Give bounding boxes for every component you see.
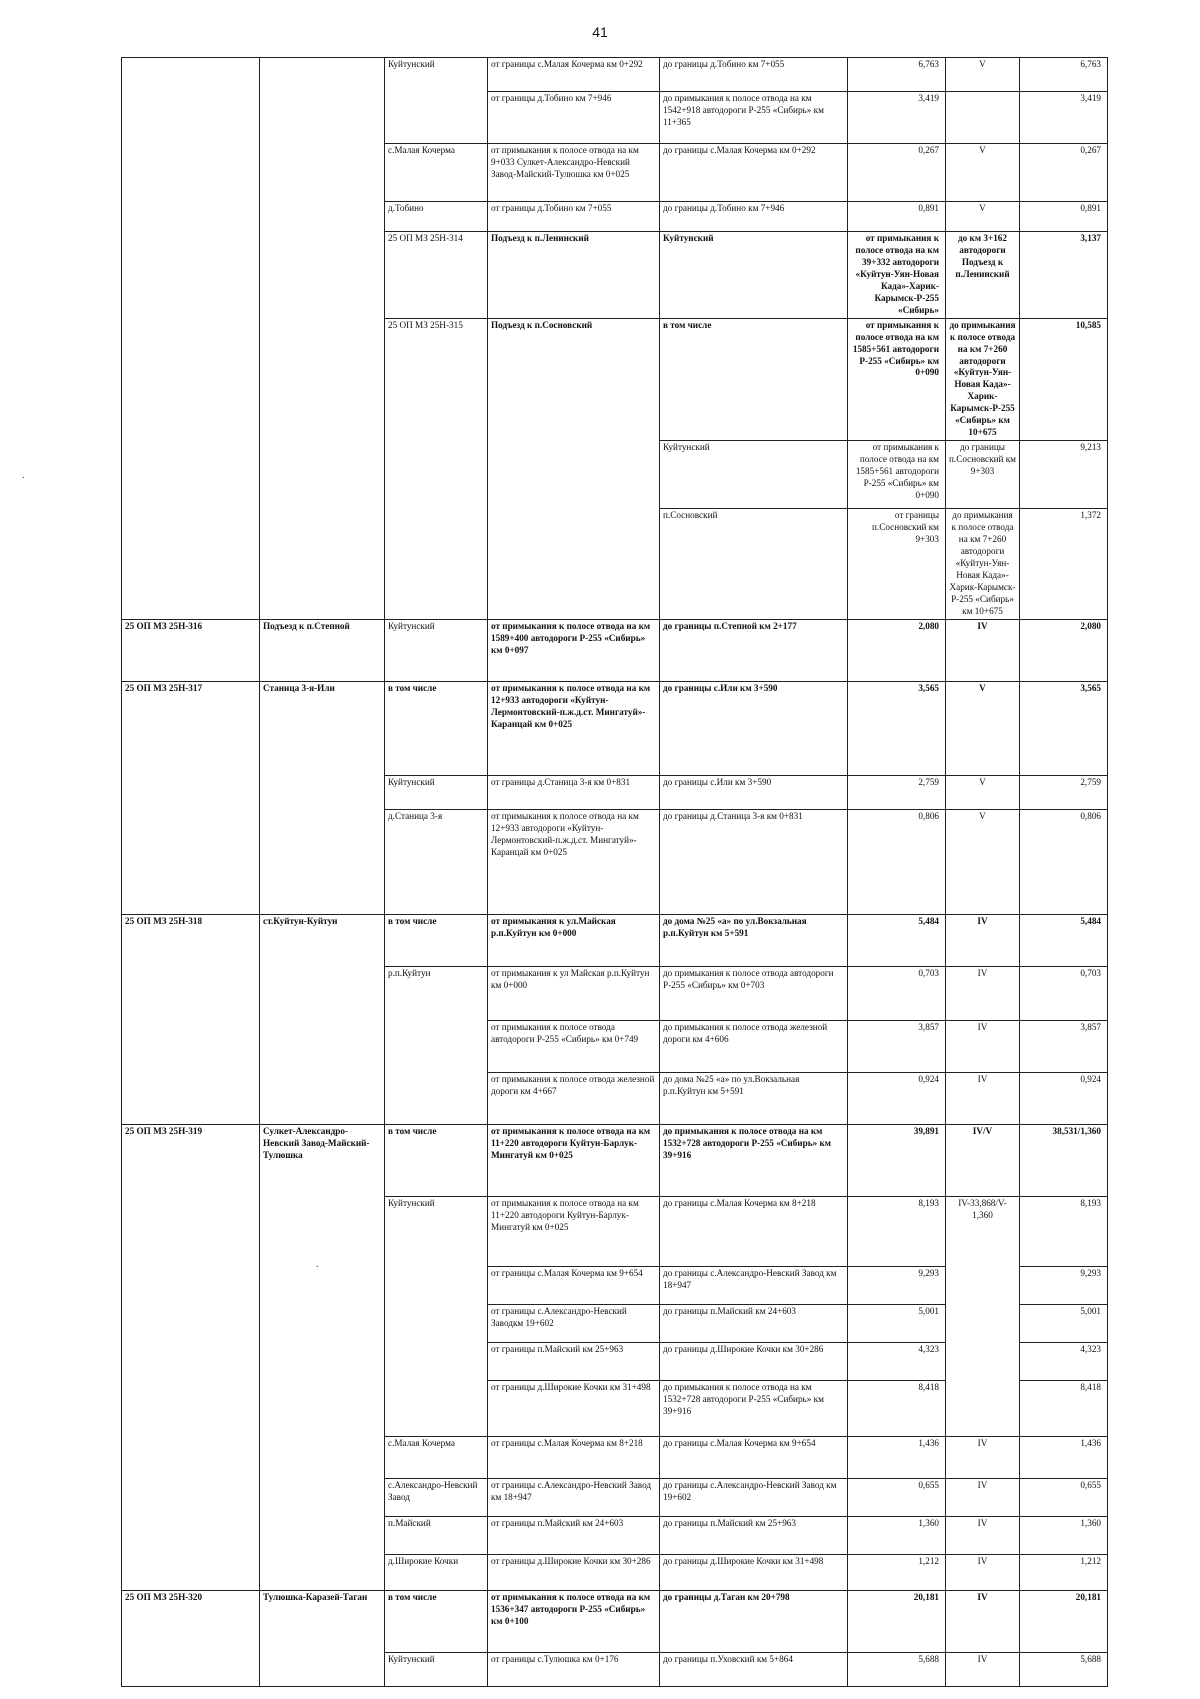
from-cell: от границы п.Майский км 24+603	[488, 1516, 660, 1554]
from-cell: от примыкания к полосе отвода железной дороги км 4+667	[488, 1072, 660, 1124]
to-cell: до границы д.Тобино км 7+055	[660, 58, 848, 92]
to-cell: до границы с.Малая Кочерма км 0+292	[660, 144, 848, 202]
length-cell: 6,763	[848, 58, 946, 92]
from-cell: от границы д.Широкие Кочки км 31+498	[488, 1380, 660, 1436]
category-cell: IV-33,868/V-1,360	[946, 1196, 1020, 1436]
category-cell: до км 3+162 автодороги Подъезд к п.Ленинский	[946, 232, 1020, 319]
length-cell: 0,655	[848, 1478, 946, 1516]
category-cell: до примыкания к полосе отвода на км 7+260 автодороги «Куйтун-Уян-Новая Када»-Харик-Карымск-Р-255 «Сибирь» км 10+675	[946, 509, 1020, 620]
from-cell: от границы д.Тобино км 7+946	[488, 92, 660, 144]
page-number: 41	[592, 24, 608, 40]
to-cell: до дома №25 «а» по ул.Вокзальная р.п.Куйтун км 5+591	[660, 914, 848, 966]
from-cell: от примыкания к полосе отвода на км 11+220 автодороги Куйтун-Барлук-Мингатуй км 0+025	[488, 1124, 660, 1196]
to-cell: до границы д.Таган км 20+798	[660, 1590, 848, 1652]
district-cell: Куйтунский	[385, 58, 488, 144]
surface-length-cell: 5,001	[1020, 1304, 1108, 1342]
category-cell: до границы п.Сосновский км 9+303	[946, 441, 1020, 509]
length-cell: 8,193	[848, 1196, 946, 1266]
district-cell: Куйтунский	[385, 1652, 488, 1686]
surface-length-cell: 0,806	[1020, 809, 1108, 914]
category-cell: до примыкания к полосе отвода на км 7+260 автодороги «Куйтун-Уян-Новая Када»-Харик-Карымск-Р-255 «Сибирь» км 10+675	[946, 318, 1020, 441]
surface-length-cell: 20,181	[1020, 1590, 1108, 1652]
stray-mark: .	[22, 470, 25, 481]
category-cell: IV	[946, 1436, 1020, 1478]
road-name-cell: ст.Куйтун-Куйтун	[260, 914, 385, 1124]
from-cell: от примыкания к ул Майская р.п.Куйтун км 0+000	[488, 966, 660, 1020]
to-cell: до границы д.Широкие Кочки км 31+498	[660, 1554, 848, 1590]
category-cell: IV	[946, 1072, 1020, 1124]
from-cell: Подъезд к п.Сосновский	[488, 318, 660, 619]
length-cell: от границы п.Сосновский км 9+303	[848, 509, 946, 620]
to-cell: до примыкания к полосе отвода железной дороги км 4+606	[660, 1020, 848, 1072]
district-cell: р.п.Куйтун	[385, 966, 488, 1124]
district-cell: п.Майский	[385, 1516, 488, 1554]
from-cell: от примыкания к полосе отвода на км 1589+400 автодороги Р-255 «Сибирь» км 0+097	[488, 619, 660, 681]
to-cell: до границы с.Малая Кочерма км 8+218	[660, 1196, 848, 1266]
length-cell: 3,565	[848, 681, 946, 775]
table-row	[122, 681, 1108, 775]
length-cell: 9,293	[848, 1266, 946, 1304]
surface-length-cell: 9,213	[1020, 441, 1108, 509]
to-cell: до примыкания к полосе отвода на км 1542+918 автодороги Р-255 «Сибирь» км 11+365	[660, 92, 848, 144]
category-cell: IV	[946, 1590, 1020, 1652]
category-cell: IV	[946, 1516, 1020, 1554]
length-cell: 2,080	[848, 619, 946, 681]
from-cell: от границы с.Тулюшка км 0+176	[488, 1652, 660, 1686]
to-cell: до границы с.Малая Кочерма км 9+654	[660, 1436, 848, 1478]
category-cell: IV	[946, 1554, 1020, 1590]
category-cell: V	[946, 58, 1020, 92]
length-cell: 0,703	[848, 966, 946, 1020]
district-cell: 25 ОП МЗ 25Н-314	[385, 232, 488, 319]
from-cell: от границы д.Тобино км 7+055	[488, 202, 660, 232]
from-cell: от примыкания к полосе отвода на км 1536+347 автодороги Р-255 «Сибирь» км 0+100	[488, 1590, 660, 1652]
surface-length-cell: 0,924	[1020, 1072, 1108, 1124]
length-cell: 5,001	[848, 1304, 946, 1342]
road-id-cell: 25 ОП МЗ 25Н-318	[122, 914, 260, 1124]
from-cell: от границы с.Александро-Невский Завод км 18+947	[488, 1478, 660, 1516]
to-cell: до примыкания к полосе отвода автодороги Р-255 «Сибирь» км 0+703	[660, 966, 848, 1020]
surface-length-cell: 3,137	[1020, 232, 1108, 319]
category-cell: V	[946, 681, 1020, 775]
table-row	[122, 1124, 1108, 1196]
to-cell: до примыкания к полосе отвода на км 1532+728 автодороги Р-255 «Сибирь» км 39+916	[660, 1124, 848, 1196]
surface-length-cell: 8,418	[1020, 1380, 1108, 1436]
to-cell: до границы д.Широкие Кочки км 30+286	[660, 1342, 848, 1380]
category-cell: V	[946, 144, 1020, 202]
length-cell: от примыкания к полосе отвода на км 1585+561 автодороги Р-255 «Сибирь» км 0+090	[848, 318, 946, 441]
to-cell: до дома №25 «а» по ул.Вокзальная р.п.Куйтун км 5+591	[660, 1072, 848, 1124]
road-name-cell: Тулюшка-Каразей-Таган	[260, 1590, 385, 1686]
length-cell: 39,891	[848, 1124, 946, 1196]
district-cell: д.Тобино	[385, 202, 488, 232]
category-cell: V	[946, 809, 1020, 914]
to-cell: до границы с.Или км 3+590	[660, 775, 848, 809]
to-cell: до границы с.Александро-Невский Завод км 18+947	[660, 1266, 848, 1304]
category-cell: IV	[946, 1652, 1020, 1686]
road-id-cell: 25 ОП МЗ 25Н-316	[122, 619, 260, 681]
road-id-cell: 25 ОП МЗ 25Н-319	[122, 1124, 260, 1590]
road-name-cell	[260, 58, 385, 620]
district-cell: с.Малая Кочерма	[385, 144, 488, 202]
district-cell: Куйтунский	[385, 1196, 488, 1436]
surface-length-cell: 0,267	[1020, 144, 1108, 202]
surface-length-cell: 0,891	[1020, 202, 1108, 232]
surface-length-cell: 1,212	[1020, 1554, 1108, 1590]
from-cell: от границы д.Широкие Кочки км 30+286	[488, 1554, 660, 1590]
roads-table	[121, 57, 1108, 1687]
surface-length-cell: 0,655	[1020, 1478, 1108, 1516]
district-cell: в том числе	[385, 1590, 488, 1652]
surface-length-cell: 5,484	[1020, 914, 1108, 966]
to-cell: до примыкания к полосе отвода на км 1532+728 автодороги Р-255 «Сибирь» км 39+916	[660, 1380, 848, 1436]
road-id-cell	[122, 58, 260, 620]
to-cell: в том числе	[660, 318, 848, 441]
length-cell: 5,688	[848, 1652, 946, 1686]
surface-length-cell: 2,759	[1020, 775, 1108, 809]
length-cell: от примыкания к полосе отвода на км 39+332 автодороги «Куйтун-Уян-Новая Када»-Харик-Карымск-Р-255 «Сибирь»	[848, 232, 946, 319]
from-cell: от границы д.Станица 3-я км 0+831	[488, 775, 660, 809]
from-cell: от примыкания к полосе отвода на км 9+033 Сулкет-Александро-Невский Завод-Майский-Тулюшка км 0+025	[488, 144, 660, 202]
surface-length-cell: 4,323	[1020, 1342, 1108, 1380]
surface-length-cell: 1,436	[1020, 1436, 1108, 1478]
category-cell	[946, 92, 1020, 144]
length-cell: 2,759	[848, 775, 946, 809]
table-row	[122, 914, 1108, 966]
to-cell: до границы п.Степной км 2+177	[660, 619, 848, 681]
from-cell: от примыкания к ул.Майская р.п.Куйтун км 0+000	[488, 914, 660, 966]
length-cell: 8,418	[848, 1380, 946, 1436]
surface-length-cell: 8,193	[1020, 1196, 1108, 1266]
from-cell: от примыкания к полосе отвода на км 11+220 автодороги Куйтун-Барлук-Мингатуй км 0+025	[488, 1196, 660, 1266]
surface-length-cell: 0,703	[1020, 966, 1108, 1020]
to-cell: Куйтунский	[660, 232, 848, 319]
road-id-cell: 25 ОП МЗ 25Н-317	[122, 681, 260, 914]
from-cell: от границы с.Малая Кочерма км 0+292	[488, 58, 660, 92]
from-cell: от примыкания к полосе отвода автодороги Р-255 «Сибирь» км 0+749	[488, 1020, 660, 1072]
stray-mark: .	[316, 1259, 319, 1270]
length-cell: 5,484	[848, 914, 946, 966]
length-cell: 1,360	[848, 1516, 946, 1554]
length-cell: 1,212	[848, 1554, 946, 1590]
length-cell: 0,267	[848, 144, 946, 202]
surface-length-cell: 38,531/1,360	[1020, 1124, 1108, 1196]
road-id-cell: 25 ОП МЗ 25Н-320	[122, 1590, 260, 1686]
to-cell: п.Сосновский	[660, 509, 848, 620]
category-cell: V	[946, 202, 1020, 232]
surface-length-cell: 2,080	[1020, 619, 1108, 681]
to-cell: Куйтунский	[660, 441, 848, 509]
from-cell: от границы с.Малая Кочерма км 9+654	[488, 1266, 660, 1304]
surface-length-cell: 10,585	[1020, 318, 1108, 441]
surface-length-cell: 3,857	[1020, 1020, 1108, 1072]
road-name-cell: Станица 3-я-Или	[260, 681, 385, 914]
surface-length-cell: 9,293	[1020, 1266, 1108, 1304]
to-cell: до границы п.Майский км 25+963	[660, 1516, 848, 1554]
length-cell: 3,419	[848, 92, 946, 144]
district-cell: в том числе	[385, 681, 488, 775]
table-row	[122, 58, 1108, 92]
category-cell: V	[946, 775, 1020, 809]
from-cell: от примыкания к полосе отвода на км 12+933 автодороги «Куйтун-Лермонтовский-п.ж.д.ст. Мингатуй»-Каранцай км 0+025	[488, 809, 660, 914]
to-cell: до границы д.Станица 3-я км 0+831	[660, 809, 848, 914]
district-cell: д.Широкие Кочки	[385, 1554, 488, 1590]
category-cell: IV	[946, 966, 1020, 1020]
district-cell: в том числе	[385, 1124, 488, 1196]
surface-length-cell: 3,419	[1020, 92, 1108, 144]
from-cell: Подъезд к п.Ленинский	[488, 232, 660, 319]
road-name-cell: Подъезд к п.Степной	[260, 619, 385, 681]
surface-length-cell: 1,360	[1020, 1516, 1108, 1554]
district-cell: д.Станица 3-я	[385, 809, 488, 914]
district-cell: Куйтунский	[385, 619, 488, 681]
district-cell: Куйтунский	[385, 775, 488, 809]
length-cell: 4,323	[848, 1342, 946, 1380]
surface-length-cell: 3,565	[1020, 681, 1108, 775]
table-row	[122, 1590, 1108, 1652]
category-cell: IV	[946, 619, 1020, 681]
to-cell: до границы с.Александро-Невский Завод км 19+602	[660, 1478, 848, 1516]
length-cell: 20,181	[848, 1590, 946, 1652]
to-cell: до границы с.Или км 3+590	[660, 681, 848, 775]
district-cell: с.Малая Кочерма	[385, 1436, 488, 1478]
length-cell: 1,436	[848, 1436, 946, 1478]
length-cell: 0,924	[848, 1072, 946, 1124]
length-cell: от примыкания к полосе отвода на км 1585+561 автодороги Р-255 «Сибирь» км 0+090	[848, 441, 946, 509]
length-cell: 0,806	[848, 809, 946, 914]
from-cell: от границы п.Майский км 25+963	[488, 1342, 660, 1380]
category-cell: IV	[946, 1020, 1020, 1072]
surface-length-cell: 5,688	[1020, 1652, 1108, 1686]
from-cell: от границы с.Александро-Невский Заводкм 19+602	[488, 1304, 660, 1342]
from-cell: от границы с.Малая Кочерма км 8+218	[488, 1436, 660, 1478]
surface-length-cell: 1,372	[1020, 509, 1108, 620]
district-cell: 25 ОП МЗ 25Н-315	[385, 318, 488, 619]
to-cell: до границы п.Уховский км 5+864	[660, 1652, 848, 1686]
category-cell: IV	[946, 1478, 1020, 1516]
table-row	[122, 619, 1108, 681]
length-cell: 3,857	[848, 1020, 946, 1072]
district-cell: в том числе	[385, 914, 488, 966]
to-cell: до границы п.Майский км 24+603	[660, 1304, 848, 1342]
surface-length-cell: 6,763	[1020, 58, 1108, 92]
road-name-cell: Сулкет-Александро-Невский Завод-Майский-Тулюшка	[260, 1124, 385, 1590]
to-cell: до границы д.Тобино км 7+946	[660, 202, 848, 232]
category-cell: IV	[946, 914, 1020, 966]
length-cell: 0,891	[848, 202, 946, 232]
category-cell: IV/V	[946, 1124, 1020, 1196]
district-cell: с.Александро-Невский Завод	[385, 1478, 488, 1516]
from-cell: от примыкания к полосе отвода на км 12+933 автодороги «Куйтун-Лермонтовский-п.ж.д.ст. Мингатуй»-Каранцай км 0+025	[488, 681, 660, 775]
